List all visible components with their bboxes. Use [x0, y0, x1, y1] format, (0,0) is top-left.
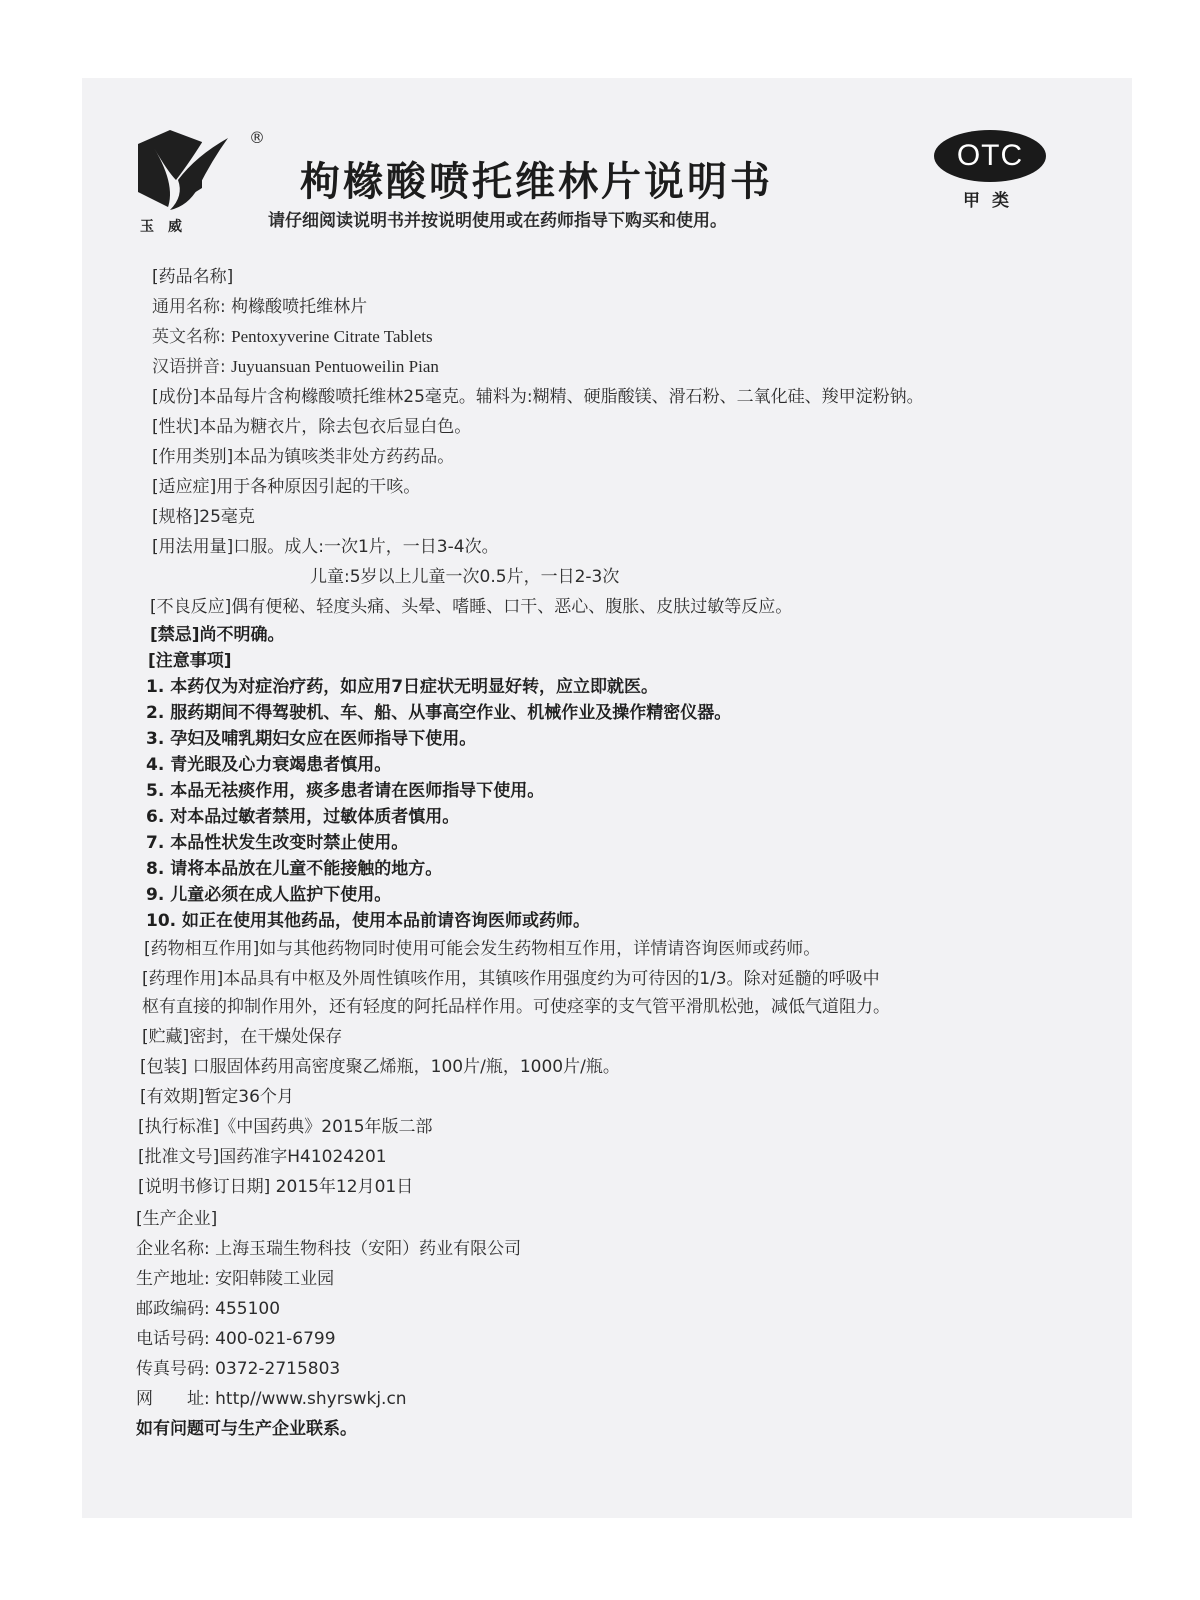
description: [性状]本品为糖衣片，除去包衣后显白色。 [152, 417, 472, 437]
generic-name-value: 枸橼酸喷托维林片 [231, 297, 368, 317]
document-title: 枸橼酸喷托维林片说明书 [300, 159, 773, 205]
pharmacology-line-2: 枢有直接的抑制作用外，还有轻度的阿托品样作用。可使痉挛的支气管平滑肌松弛，减低气道阻力。 [142, 997, 890, 1017]
storage: [贮藏]密封，在干燥处保存 [142, 1027, 343, 1047]
generic-name-row [152, 292, 367, 317]
standard: [执行标准]《中国药典》2015年版二部 [138, 1117, 433, 1137]
pharmacology-line-1: [药理作用]本品具有中枢及外周性镇咳作用，其镇咳作用强度约为可待因的1/3。除对延髓的呼吸中 [142, 969, 880, 989]
document-subtitle: 请仔细阅读说明书并按说明使用或在药师指导下购买和使用。 [268, 211, 727, 231]
dosage-child: 儿童:5岁以上儿童一次0.5片，一日2-3次 [310, 567, 620, 587]
english-name-row [152, 322, 433, 347]
precaution-item: 2. 服药期间不得驾驶机、车、船、从事高空作业、机械作业及操作精密仪器。 [146, 703, 732, 723]
validity: [有效期]暂定36个月 [140, 1087, 294, 1107]
approval-number: [批准文号]国药准字H41024201 [138, 1147, 387, 1167]
precaution-item: 3. 孕妇及哺乳期妇女应在医师指导下使用。 [146, 729, 477, 749]
specification: [规格]25毫克 [152, 507, 255, 527]
precaution-item: 6. 对本品过敏者禁用，过敏体质者慎用。 [146, 807, 460, 827]
fax-number: 传真号码: 0372-2715803 [136, 1359, 341, 1379]
adverse-reactions: [不良反应]偶有便秘、轻度头痛、头晕、嗜睡、口干、恶心、腹胀、皮肤过敏等反应。 [150, 597, 793, 617]
pinyin-name-row [152, 352, 439, 377]
package: [包装] 口服固体药用高密度聚乙烯瓶，100片/瓶，1000片/瓶。 [140, 1057, 620, 1077]
otc-class-label: 甲类 [963, 191, 1021, 211]
brand-logo-icon [132, 126, 252, 216]
category: [作用类别]本品为镇咳类非处方药药品。 [152, 447, 455, 467]
precaution-item: 9. 儿童必须在成人监护下使用。 [146, 885, 392, 905]
precaution-item: 8. 请将本品放在儿童不能接触的地方。 [146, 859, 443, 879]
instruction-sheet [82, 78, 1132, 1518]
brand-name: 玉威 [140, 219, 196, 235]
generic-name-label: 通用名称: [152, 297, 226, 317]
composition: [成份]本品每片含枸橼酸喷托维林25毫克。辅料为:糊精、硬脂酸镁、滑石粉、二氧化硅、羧甲淀粉钠。 [152, 387, 924, 407]
revision-date: [说明书修订日期] 2015年12月01日 [138, 1177, 414, 1197]
precaution-item: 5. 本品无祛痰作用，痰多患者请在医师指导下使用。 [146, 781, 545, 801]
otc-badge: OTC [934, 130, 1046, 182]
indication: [适应症]用于各种原因引起的干咳。 [152, 477, 421, 497]
phone-number: 电话号码: 400-021-6799 [136, 1329, 336, 1349]
english-name-label: 英文名称: [152, 327, 226, 347]
contact-note: 如有问题可与生产企业联系。 [136, 1419, 357, 1439]
drug-interactions: [药物相互作用]如与其他药物同时使用可能会发生药物相互作用，详情请咨询医师或药师。 [144, 939, 821, 959]
section-manufacturer: [生产企业] [136, 1209, 218, 1229]
contraindication: [禁忌]尚不明确。 [150, 625, 285, 645]
production-address: 生产地址: 安阳韩陵工业园 [136, 1269, 335, 1289]
precaution-item: 1. 本药仅为对症治疗药，如应用7日症状无明显好转，应立即就医。 [146, 677, 659, 697]
english-name-value: Pentoxyverine Citrate Tablets [231, 327, 433, 346]
precautions-title: [注意事项] [148, 651, 232, 671]
precaution-item: 7. 本品性状发生改变时禁止使用。 [146, 833, 409, 853]
dosage-adult: [用法用量]口服。成人:一次1片，一日3-4次。 [152, 537, 499, 557]
registered-mark: ® [249, 128, 265, 147]
company-name: 企业名称: 上海玉瑞生物科技（安阳）药业有限公司 [136, 1239, 522, 1259]
postcode: 邮政编码: 455100 [136, 1299, 281, 1319]
website: 网 址: http//www.shyrswkj.cn [136, 1389, 407, 1409]
precaution-item: 4. 青光眼及心力衰竭患者慎用。 [146, 755, 392, 775]
precaution-item: 10. 如正在使用其他药品，使用本品前请咨询医师或药师。 [146, 911, 591, 931]
pinyin-name-value: Juyuansuan Pentuoweilin Pian [231, 357, 439, 376]
section-drug-name: [药品名称] [152, 267, 234, 287]
pinyin-name-label: 汉语拼音: [152, 357, 226, 377]
